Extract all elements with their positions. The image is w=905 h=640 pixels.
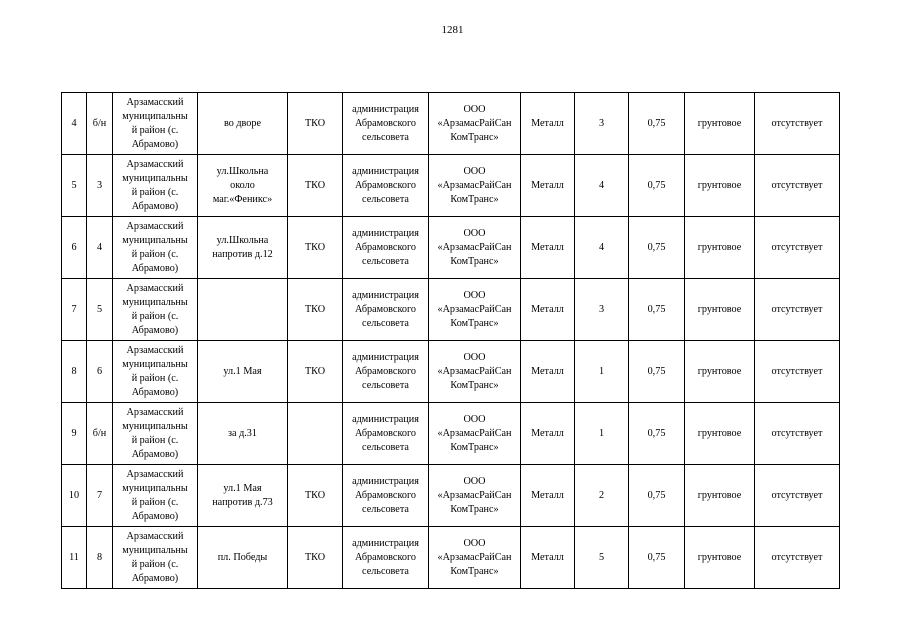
cell-location: ул.1 Мая: [198, 341, 288, 403]
cell-fence: отсутствует: [755, 155, 840, 217]
cell-fence: отсутствует: [755, 465, 840, 527]
cell-location: ул.Школьна около маг.«Феникс»: [198, 155, 288, 217]
cell-container-volume: 0,75: [629, 279, 685, 341]
table-row: [62, 217, 840, 279]
cell-row-number: 8: [62, 341, 87, 403]
cell-municipality: Арзамасский муниципальны й район (с. Абрамово): [113, 403, 198, 465]
table-row: [62, 341, 840, 403]
cell-fence: отсутствует: [755, 217, 840, 279]
table-row: [62, 279, 840, 341]
cell-carrier: ООО «АрзамасРайСан КомТранс»: [429, 341, 521, 403]
cell-container-material: Металл: [521, 279, 575, 341]
cell-container-material: Металл: [521, 155, 575, 217]
table-row: [62, 465, 840, 527]
cell-surface-type: грунтовое: [685, 403, 755, 465]
cell-site-number: 6: [87, 341, 113, 403]
cell-municipality: Арзамасский муниципальны й район (с. Абрамово): [113, 155, 198, 217]
cell-carrier: ООО «АрзамасРайСан КомТранс»: [429, 279, 521, 341]
cell-container-count: 4: [575, 155, 629, 217]
cell-municipality: Арзамасский муниципальны й район (с. Абрамово): [113, 527, 198, 589]
cell-owner: администрация Абрамовского сельсовета: [343, 93, 429, 155]
cell-container-material: Металл: [521, 93, 575, 155]
cell-container-volume: 0,75: [629, 341, 685, 403]
cell-waste-type: ТКО: [288, 93, 343, 155]
cell-carrier: ООО «АрзамасРайСан КомТранс»: [429, 465, 521, 527]
cell-fence: отсутствует: [755, 93, 840, 155]
cell-owner: администрация Абрамовского сельсовета: [343, 465, 429, 527]
cell-site-number: 8: [87, 527, 113, 589]
cell-container-material: Металл: [521, 341, 575, 403]
cell-municipality: Арзамасский муниципальны й район (с. Абрамово): [113, 93, 198, 155]
cell-surface-type: грунтовое: [685, 341, 755, 403]
table-row: [62, 155, 840, 217]
cell-row-number: 5: [62, 155, 87, 217]
cell-container-material: Металл: [521, 403, 575, 465]
cell-owner: администрация Абрамовского сельсовета: [343, 217, 429, 279]
cell-row-number: 7: [62, 279, 87, 341]
cell-location: во дворе: [198, 93, 288, 155]
cell-waste-type: ТКО: [288, 279, 343, 341]
cell-container-count: 2: [575, 465, 629, 527]
cell-container-count: 1: [575, 403, 629, 465]
table-row: [62, 403, 840, 465]
cell-site-number: 5: [87, 279, 113, 341]
cell-container-count: 5: [575, 527, 629, 589]
cell-municipality: Арзамасский муниципальны й район (с. Абрамово): [113, 341, 198, 403]
cell-surface-type: грунтовое: [685, 93, 755, 155]
waste-sites-table: [61, 92, 840, 589]
cell-location: ул.Школьна напротив д.12: [198, 217, 288, 279]
cell-waste-type: ТКО: [288, 465, 343, 527]
cell-municipality: Арзамасский муниципальны й район (с. Абрамово): [113, 279, 198, 341]
cell-fence: отсутствует: [755, 341, 840, 403]
cell-container-count: 4: [575, 217, 629, 279]
cell-surface-type: грунтовое: [685, 465, 755, 527]
cell-container-material: Металл: [521, 527, 575, 589]
table-row: [62, 93, 840, 155]
cell-container-material: Металл: [521, 217, 575, 279]
cell-container-material: Металл: [521, 465, 575, 527]
cell-site-number: 4: [87, 217, 113, 279]
cell-carrier: ООО «АрзамасРайСан КомТранс»: [429, 93, 521, 155]
cell-waste-type: ТКО: [288, 217, 343, 279]
cell-container-volume: 0,75: [629, 527, 685, 589]
cell-container-volume: 0,75: [629, 217, 685, 279]
cell-container-volume: 0,75: [629, 155, 685, 217]
cell-owner: администрация Абрамовского сельсовета: [343, 279, 429, 341]
cell-location: [198, 279, 288, 341]
cell-carrier: ООО «АрзамасРайСан КомТранс»: [429, 155, 521, 217]
cell-container-count: 3: [575, 279, 629, 341]
cell-carrier: ООО «АрзамасРайСан КомТранс»: [429, 527, 521, 589]
cell-location: за д.31: [198, 403, 288, 465]
cell-surface-type: грунтовое: [685, 217, 755, 279]
cell-owner: администрация Абрамовского сельсовета: [343, 155, 429, 217]
cell-municipality: Арзамасский муниципальны й район (с. Абрамово): [113, 465, 198, 527]
cell-container-count: 1: [575, 341, 629, 403]
cell-container-volume: 0,75: [629, 403, 685, 465]
cell-site-number: 3: [87, 155, 113, 217]
cell-location: ул.1 Мая напротив д.73: [198, 465, 288, 527]
cell-carrier: ООО «АрзамасРайСан КомТранс»: [429, 403, 521, 465]
cell-site-number: б/н: [87, 93, 113, 155]
cell-fence: отсутствует: [755, 279, 840, 341]
cell-row-number: 10: [62, 465, 87, 527]
cell-owner: администрация Абрамовского сельсовета: [343, 341, 429, 403]
cell-container-volume: 0,75: [629, 465, 685, 527]
cell-site-number: 7: [87, 465, 113, 527]
cell-owner: администрация Абрамовского сельсовета: [343, 527, 429, 589]
cell-fence: отсутствует: [755, 527, 840, 589]
cell-surface-type: грунтовое: [685, 279, 755, 341]
page-number: 1281: [441, 24, 464, 36]
cell-site-number: б/н: [87, 403, 113, 465]
cell-municipality: Арзамасский муниципальны й район (с. Абрамово): [113, 217, 198, 279]
cell-waste-type: ТКО: [288, 341, 343, 403]
cell-waste-type: ТКО: [288, 527, 343, 589]
cell-surface-type: грунтовое: [685, 155, 755, 217]
cell-container-count: 3: [575, 93, 629, 155]
cell-container-volume: 0,75: [629, 93, 685, 155]
cell-row-number: 4: [62, 93, 87, 155]
cell-waste-type: ТКО: [288, 155, 343, 217]
cell-fence: отсутствует: [755, 403, 840, 465]
cell-waste-type: [288, 403, 343, 465]
cell-row-number: 11: [62, 527, 87, 589]
cell-surface-type: грунтовое: [685, 527, 755, 589]
cell-location: пл. Победы: [198, 527, 288, 589]
cell-owner: администрация Абрамовского сельсовета: [343, 403, 429, 465]
cell-row-number: 6: [62, 217, 87, 279]
table-row: [62, 527, 840, 589]
cell-carrier: ООО «АрзамасРайСан КомТранс»: [429, 217, 521, 279]
cell-row-number: 9: [62, 403, 87, 465]
